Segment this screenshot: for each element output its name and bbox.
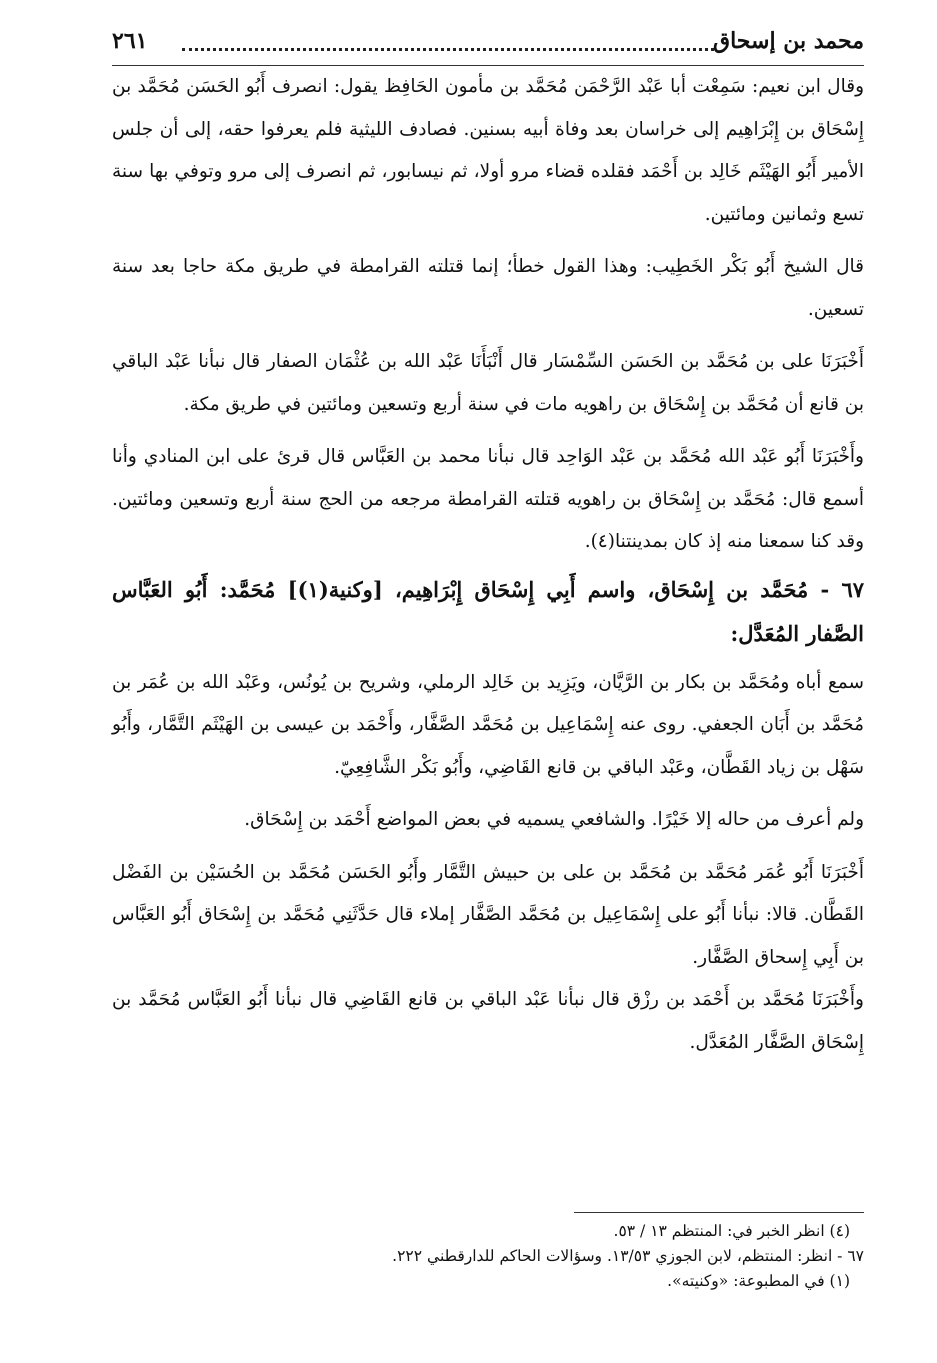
running-title: محمد بن إسحاق (713, 28, 864, 54)
paragraph-simsar-report: أَخْبَرَنَا على بن مُحَمَّد بن الحَسَن السِّمْسَار قال أَنْبَأَنَا عَبْد الله بن عُثْمَان الصفار قال نبأنا عَبْد الباقي بن قانع أن مُحَمَّد بن إِسْحَاق بن راهويه مات في سنة أربع وتسعين ومائتين في طريق مكة. (112, 351, 864, 415)
footnote-4: (٤) انظر الخبر في: المنتظم ١٣ / ٥٣. (613, 1222, 850, 1240)
page-number: ٢٦١ (112, 28, 148, 54)
paragraph-munadi-report: وأَخْبَرَنَا أَبُو عَبْد الله مُحَمَّد بن عَبْد الوَاحِد قال نبأنا محمد بن العَبَّاس قال قرئ على ابن المنادي وأنا أسمع قال: مُحَمَّد بن إِسْحَاق بن راهويه قتلته القرامطة مرجعه من الحج سنة أربع وتسعين ومائتين. وقد كنا سمعنا منه إذ كان بمدينتنا(٤). (112, 446, 864, 552)
running-header (112, 20, 864, 66)
main-text (112, 66, 864, 1064)
paragraph-tammar-report: أَخْبَرَنَا أَبُو عُمَر مُحَمَّد بن مُحَمَّد بن على بن حبيش التَّمَّار وأَبُو الحَسَن مُحَمَّد بن الحُسَيْن بن الفَضْل القَطَّان. قالا: نبأنا أَبُو على إِسْمَاعِيل بن مُحَمَّد الصَّفَّار إملاء قال حَدَّثَنِي مُحَمَّد بن إِسْحَاق أَبُو العَبَّاس بن أَبِي إِسحاق الصَّفَّار. (112, 861, 864, 968)
paragraph-rizq-report: وأَخْبَرَنَا مُحَمَّد بن أَحْمَد بن رزْق قال نبأنا عَبْد الباقي بن قانع القَاضِي قال نبأنا أَبُو العَبَّاس مُحَمَّد بن إِسْحَاق الصَّفَّار المُعَدَّل. (112, 989, 864, 1053)
footnote-1: (١) في المطبوعة: «وكنيته». (667, 1272, 850, 1290)
footnote-rule (574, 1212, 864, 1213)
entry-heading-67: ٦٧ - مُحَمَّد بن إِسْحَاق، واسم أَبِي إِسْحَاق إِبْرَاهِيم، [وكنية(١)] مُحَمَّد: أَبُو العَبَّاس الصَّفار المُعَدَّل: (112, 576, 864, 646)
paragraph-ibn-nuaym: وقال ابن نعيم: سَمِعْت أبا عَبْد الرَّحْمَن مُحَمَّد بن مأمون الحَافِظ يقول: انصرف أَبُو الحَسَن مُحَمَّد بن إِسْحَاق بن إِبْرَاهِيم إلى خراسان بعد وفاة أبيه بسنين. فصادف الليثية فلم يعرفوا حقه، إلى أن جلس الأمير أَبُو الهَيْثَم خَالِد بن أَحْمَد فقلده قضاء مرو أولا، ثم نيسابور، ثم انصرف إلى مرو وتوفي بها سنة تسع وثمانين ومائتين. (112, 76, 864, 225)
paragraph-khatib-comment: قال الشيخ أَبُو بَكْر الخَطِيب: وهذا القول خطأ؛ إنما قتلته القرامطة في طريق مكة حاجا بعد سنة تسعين. (112, 256, 864, 320)
footnote-entry-67: ٦٧ - انظر: المنتظم، لابن الجوزي ١٣/٥٣. وسؤالات الحاكم للدارقطني ٢٢٢. (392, 1247, 864, 1265)
dotted-leader (182, 48, 714, 51)
paragraph-evaluation: ولم أعرف من حاله إلا خَيْرًا. والشافعي يسميه في بعض المواضع أَحْمَد بن إِسْحَاق. (244, 809, 864, 830)
paragraph-teachers-students: سمع أباه ومُحَمَّد بن بكار بن الرَّيَّان، ويَزِيد بن خَالِد الرملي، وشريح بن يُونُس، وعَبْد الله بن عُمَر بن مُحَمَّد بن أَبَان الجعفي. روى عنه إِسْمَاعِيل بن مُحَمَّد الصَّفَّار، وأَحْمَد بن عيسى بن الهَيْثَم التَّمَّار، وأَبُو سَهْل بن زياد القَطَّان، وعَبْد الباقي بن قانع القَاضِي، وأَبُو بَكْر الشَّافِعِيّ. (112, 671, 864, 778)
footnotes (112, 1212, 864, 1294)
